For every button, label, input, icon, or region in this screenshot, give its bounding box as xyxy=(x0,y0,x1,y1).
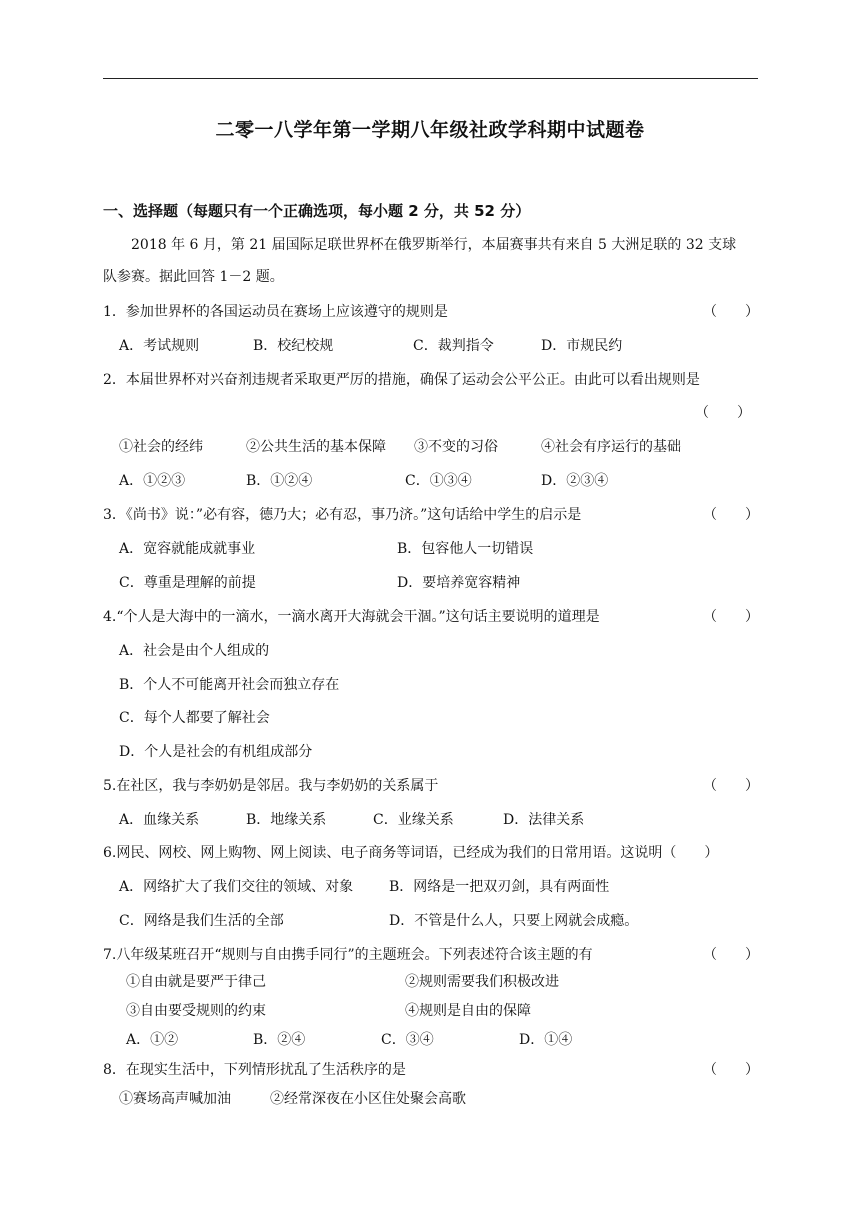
q1-option-b: B．校纪校规 xyxy=(253,338,334,354)
q2-option-b: B．①②④ xyxy=(246,473,313,489)
q8-stem: 8．在现实生活中，下列情形扰乱了生活秩序的是 xyxy=(103,1062,406,1078)
q2-item-3: ③不变的习俗 xyxy=(414,439,498,455)
q3-option-d: D．要培养宽容精神 xyxy=(397,575,521,591)
section-heading: 一、选择题（每题只有一个正确选项，每小题 2 分，共 52 分） xyxy=(103,202,531,220)
q7-answer-paren: （ ） xyxy=(703,947,759,963)
q7-item-4: ④规则是自由的保障 xyxy=(405,1003,531,1019)
q4-option-b: B．个人不可能离开社会而独立存在 xyxy=(119,677,340,693)
q5-option-c: C．业缘关系 xyxy=(373,812,454,828)
q7-option-c: C．③④ xyxy=(381,1032,434,1048)
q7-item-2: ②规则需要我们积极改进 xyxy=(405,974,559,990)
q5-stem: 5.在社区，我与李奶奶是邻居。我与李奶奶的关系属于 xyxy=(103,778,439,794)
q2-item-4: ④社会有序运行的基础 xyxy=(541,439,681,455)
q4-answer-paren: （ ） xyxy=(703,609,759,625)
q5-option-a: A．血缘关系 xyxy=(119,812,200,828)
q1-answer-paren: （ ） xyxy=(703,304,759,320)
q1-option-d: D．市规民约 xyxy=(541,338,623,354)
q7-option-b: B．②④ xyxy=(253,1032,306,1048)
q8-answer-paren: （ ） xyxy=(703,1062,759,1078)
q7-option-d: D．①④ xyxy=(519,1032,573,1048)
q5-option-d: D．法律关系 xyxy=(503,812,585,828)
q7-item-1: ①自由就是要严于律己 xyxy=(126,974,266,990)
q2-item-1: ①社会的经纬 xyxy=(119,439,203,455)
page-title: 二零一八学年第一学期八年级社政学科期中试题卷 xyxy=(215,119,645,141)
q6-option-d: D．不管是什么人，只要上网就会成瘾。 xyxy=(389,913,639,929)
q3-answer-paren: （ ） xyxy=(703,507,759,523)
q6-stem: 6.网民、网校、网上购物、网上阅读、电子商务等词语，已经成为我们的日常用语。这说明（ ） xyxy=(103,845,719,861)
q8-item-2: ②经常深夜在小区住处聚会高歌 xyxy=(270,1091,466,1107)
q3-option-b: B．包容他人一切错误 xyxy=(397,541,534,557)
q6-option-a: A．网络扩大了我们交往的领域、对象 xyxy=(119,879,354,895)
q6-option-c: C．网络是我们生活的全部 xyxy=(119,913,284,929)
q3-option-c: C．尊重是理解的前提 xyxy=(119,575,256,591)
q2-item-2: ②公共生活的基本保障 xyxy=(246,439,386,455)
q6-option-b: B．网络是一把双刃剑，具有两面性 xyxy=(389,879,610,895)
q3-stem: 3．《尚书》说：”必有容，德乃大；必有忍，事乃济。”这句话给中学生的启示是 xyxy=(103,507,582,523)
q2-stem: 2．本届世界杯对兴奋剂违规者采取更严厉的措施，确保了运动会公平公正。由此可以看出规则是 xyxy=(103,372,700,388)
q2-answer-paren: （ ） xyxy=(695,405,751,421)
q2-option-c: C．①③④ xyxy=(405,473,472,489)
header-rule xyxy=(103,78,758,79)
intro-line-1: 2018 年 6 月，第 21 届国际足联世界杯在俄罗斯举行，本届赛事共有来自 5 大洲足联的 32 支球 xyxy=(131,237,737,253)
q2-option-a: A．①②③ xyxy=(119,473,186,489)
q5-option-b: B．地缘关系 xyxy=(246,812,327,828)
q5-answer-paren: （ ） xyxy=(703,778,759,794)
q7-item-3: ③自由要受规则的约束 xyxy=(126,1003,266,1019)
q7-option-a: A．①② xyxy=(126,1032,179,1048)
q1-option-a: A．考试规则 xyxy=(119,338,200,354)
q8-item-1: ①赛场高声喊加油 xyxy=(119,1091,231,1107)
q7-stem: 7.八年级某班召开“规则与自由携手同行”的主题班会。下列表述符合该主题的有 xyxy=(103,947,593,963)
q2-option-d: D．②③④ xyxy=(541,473,609,489)
q4-option-d: D．个人是社会的有机组成部分 xyxy=(119,744,313,760)
intro-line-2: 队参赛。据此回答 1－2 题。 xyxy=(103,269,284,285)
q4-stem: 4.“个人是大海中的一滴水，一滴水离开大海就会干涸。”这句话主要说明的道理是 xyxy=(103,609,600,625)
q1-option-c: C．裁判指令 xyxy=(413,338,494,354)
q4-option-a: A．社会是由个人组成的 xyxy=(119,643,270,659)
q3-option-a: A．宽容就能成就事业 xyxy=(119,541,256,557)
q1-stem: 1．参加世界杯的各国运动员在赛场上应该遵守的规则是 xyxy=(103,304,448,320)
q4-option-c: C．每个人都要了解社会 xyxy=(119,710,270,726)
